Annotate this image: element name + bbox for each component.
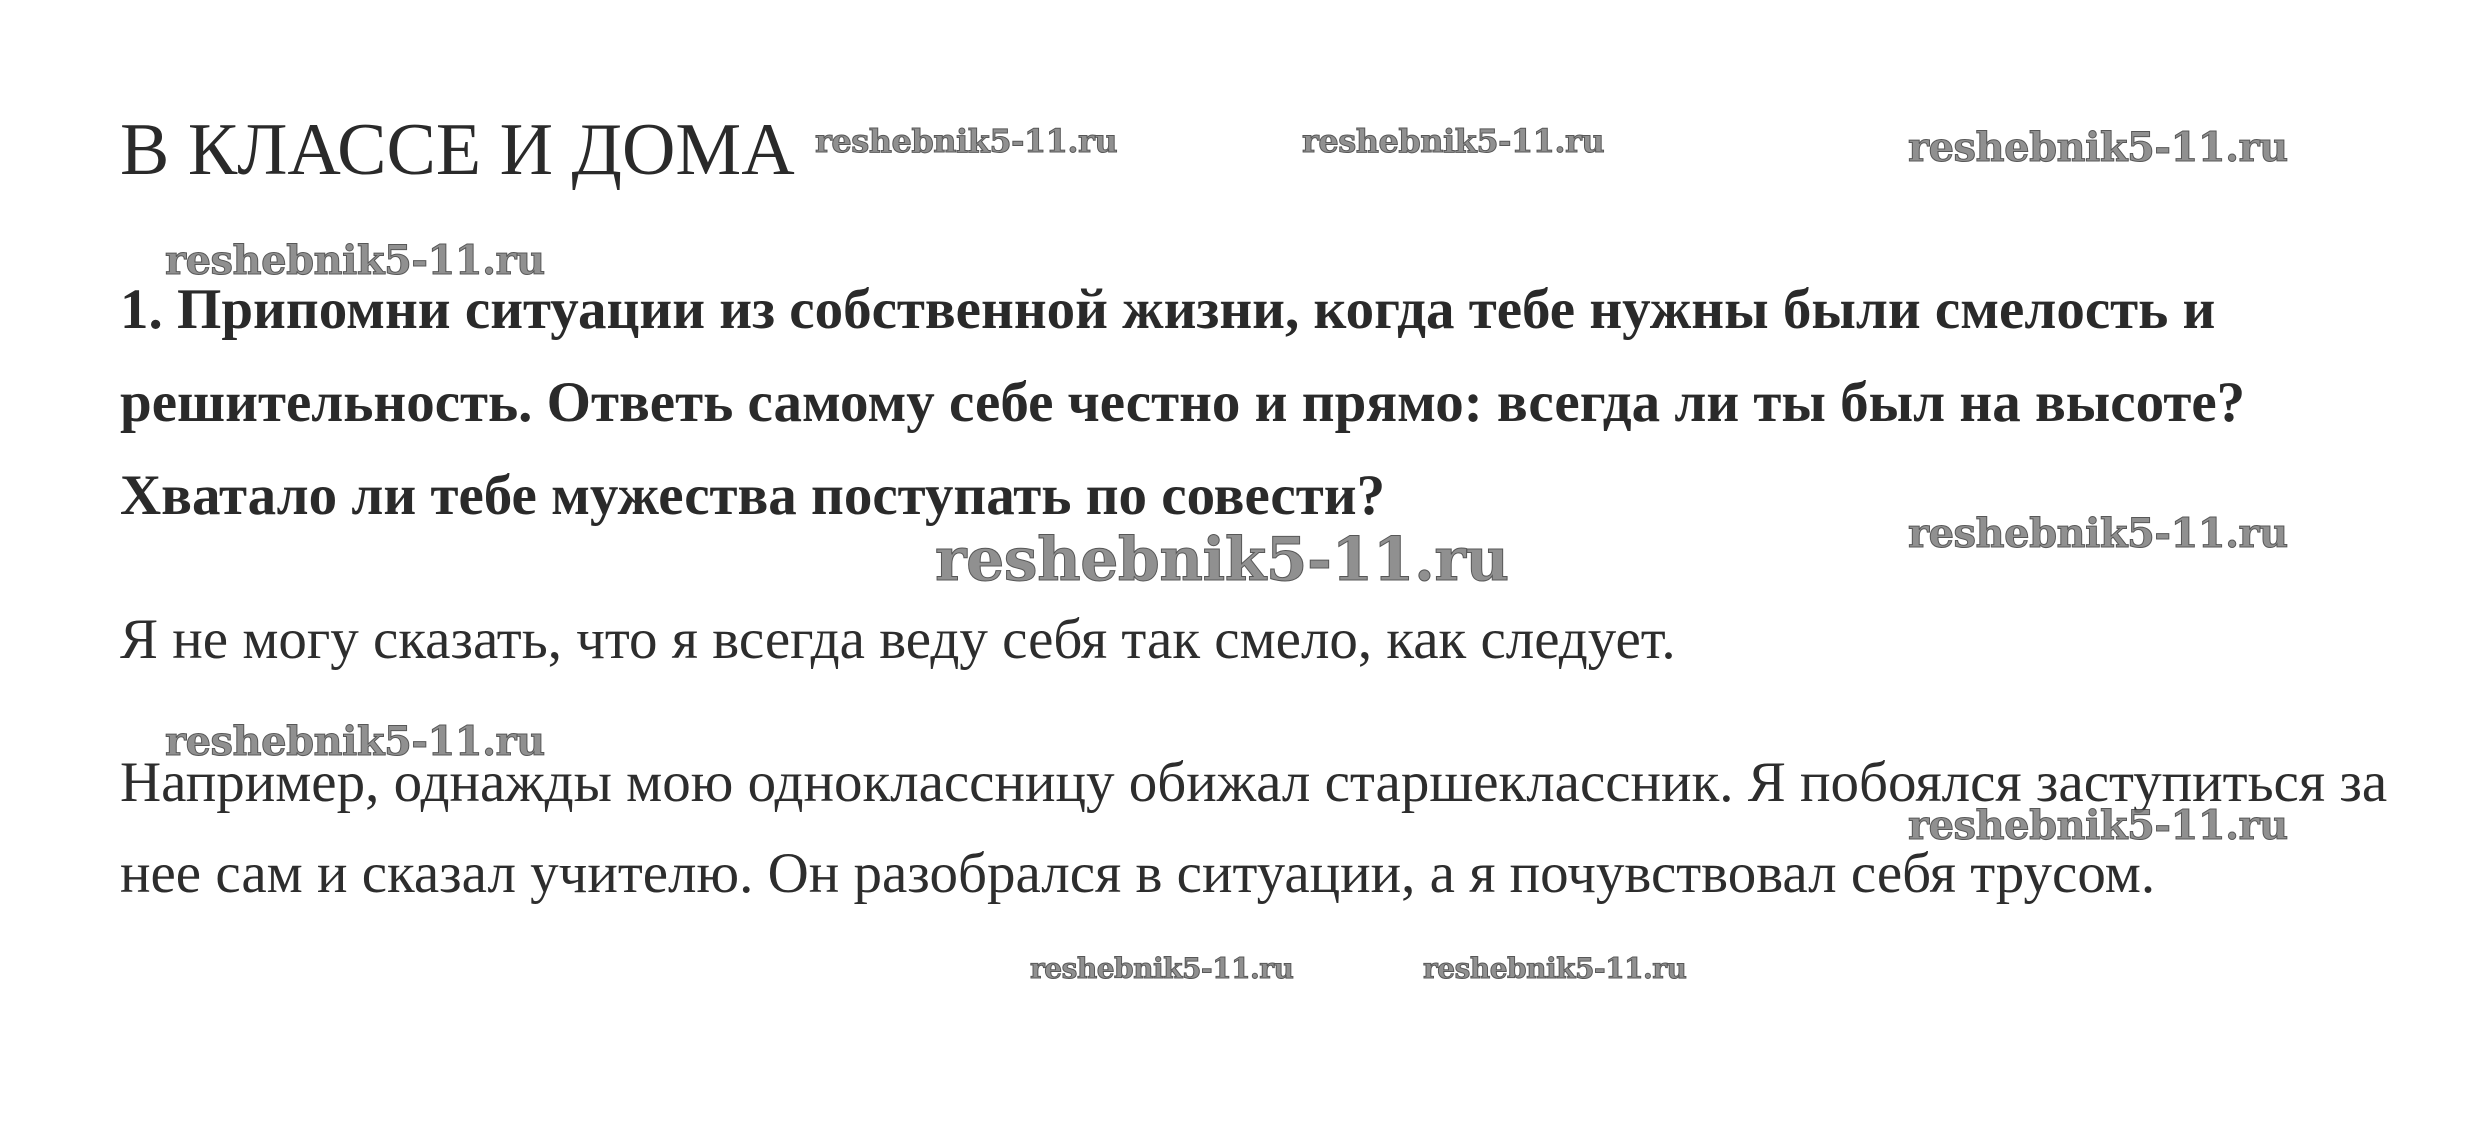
watermark: reshebnik5-11.ru <box>165 237 545 284</box>
watermark: reshebnik5-11.ru <box>1030 952 1294 985</box>
section-heading: В КЛАССЕ И ДОМА <box>120 109 795 191</box>
watermark: reshebnik5-11.ru <box>815 122 1118 160</box>
answer-paragraph-1: Я не могу сказать, что я всегда веду себя так смело, как следует. <box>120 608 1676 671</box>
watermark: reshebnik5-11.ru <box>1908 510 2288 557</box>
watermark: reshebnik5-11.ru <box>1908 802 2288 849</box>
watermark: reshebnik5-11.ru <box>1423 952 1687 985</box>
watermark: reshebnik5-11.ru <box>1302 122 1605 160</box>
question-text: 1. Припомни ситуации из собственной жизни, когда тебе нужны были смелость и решительность. Ответь самому себе честно и прямо: всегда ли ты был на высоте? Хватало ли тебе мужества поступать по совести? <box>120 278 2246 527</box>
answer-paragraph-2: Например, однажды мою одноклассницу обижал старшеклассник. Я побоялся заступиться за нее сам и сказал учителю. Он разобрался в ситуации, а я почувствовал себя трусом. <box>120 751 2388 905</box>
watermark: reshebnik5-11.ru <box>935 525 1509 595</box>
watermark: reshebnik5-11.ru <box>1908 124 2288 171</box>
watermark: reshebnik5-11.ru <box>165 718 545 765</box>
